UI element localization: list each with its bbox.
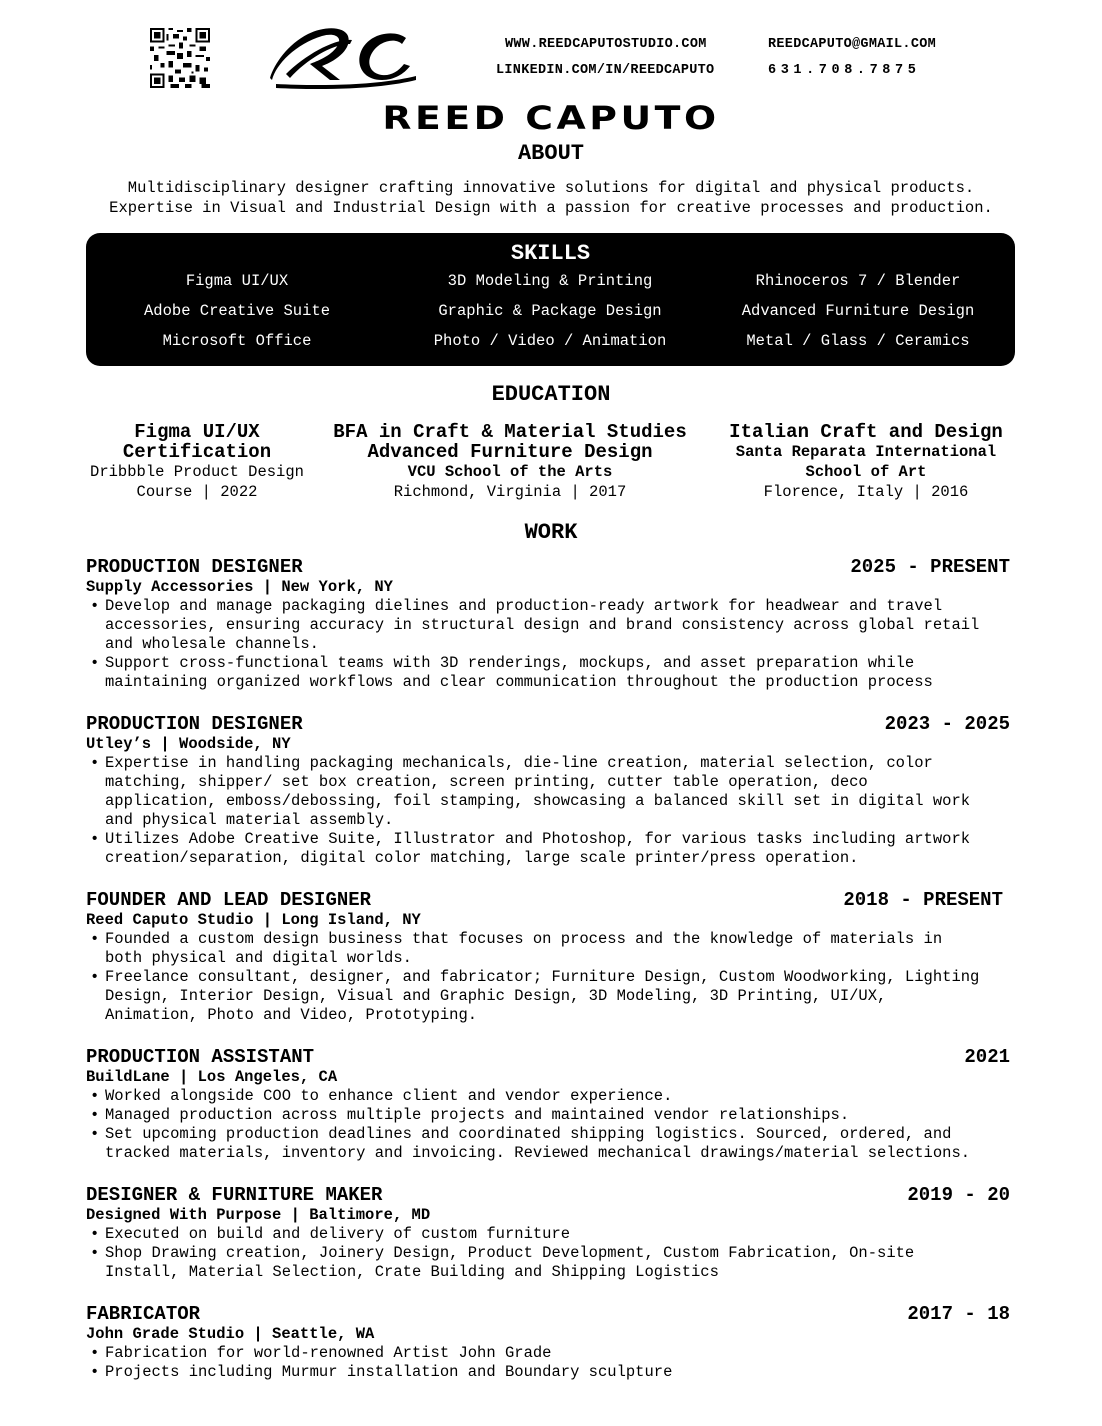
job-title: PRODUCTION DESIGNER <box>86 556 303 578</box>
skill-item: Rhinoceros 7 / Blender <box>755 272 961 290</box>
phone-number: 631.708.7875 <box>768 63 921 78</box>
school-name: School of Art <box>805 463 927 481</box>
work-entry <box>86 890 1012 1025</box>
skills-panel <box>86 233 1015 366</box>
job-company: Utley’s | Woodside, NY <box>86 735 291 753</box>
bullet-line: tracked materials, inventory and invoicing. Reviewed mechanical drawings/material selections. <box>105 1144 971 1162</box>
bullet-item <box>86 1244 1012 1282</box>
school-details: Florence, Italy | 2016 <box>763 483 969 501</box>
job-dates: 2017 - 18 <box>907 1303 1010 1325</box>
bullet-item <box>86 1125 1012 1163</box>
skill-item: Photo / Video / Animation <box>433 332 667 350</box>
skill-item: Microsoft Office <box>162 332 312 350</box>
school-name: Santa Reparata International <box>735 443 997 461</box>
job-bullets <box>86 754 1012 868</box>
bullet-item <box>86 754 1012 830</box>
skill-item: 3D Modeling & Printing <box>447 272 653 290</box>
bullet-item <box>86 1087 1012 1106</box>
bullet-line: • Managed production across multiple projects and maintained vendor relationships. <box>105 1106 850 1124</box>
skill-item: Metal / Glass / Ceramics <box>746 332 970 350</box>
degree-title: BFA in Craft & Material Studies <box>333 421 687 443</box>
bullet-line: • Support cross-functional teams with 3D renderings, mockups, and asset preparation while <box>105 654 915 672</box>
job-bullets <box>86 930 1012 1025</box>
work-entry <box>86 1185 1012 1282</box>
job-bullets <box>86 1344 1012 1382</box>
bullet-line: and physical material assembly. <box>105 811 394 829</box>
job-dates: 2018 - PRESENT <box>843 889 1003 911</box>
linkedin-link[interactable]: LINKEDIN.COM/IN/REEDCAPUTO <box>496 63 715 78</box>
about-text <box>0 178 1102 218</box>
bullet-line: • Projects including Murmur installation and Boundary sculpture <box>105 1363 673 1381</box>
bullet-line: maintaining organized workflows and clear communication throughout the production process <box>105 673 933 691</box>
bullet-line: • Develop and manage packaging dielines and production-ready artwork for headwear and travel <box>105 597 943 615</box>
degree-title: Advanced Furniture Design <box>367 441 653 463</box>
bullet-item <box>86 1363 1012 1382</box>
resume-name: REED CAPUTO <box>382 99 720 137</box>
bullet-line: • Utilizes Adobe Creative Suite, Illustrator and Photoshop, for various tasks including artwork <box>105 830 971 848</box>
work-entry <box>86 1304 1012 1382</box>
work-entry <box>86 1047 1012 1163</box>
work-entry <box>86 714 1012 868</box>
resume-header <box>0 0 1102 100</box>
bullet-item <box>86 597 1012 654</box>
about-line-2: Expertise in Visual and Industrial Design with a passion for creative processes and production. <box>109 199 993 217</box>
job-title: PRODUCTION ASSISTANT <box>86 1046 315 1068</box>
job-dates: 2023 - 2025 <box>884 713 1010 735</box>
job-bullets <box>86 597 1012 692</box>
bullet-item <box>86 830 1012 868</box>
education-entry <box>315 422 705 502</box>
job-company: Designed With Purpose | Baltimore, MD <box>86 1206 431 1224</box>
degree-title: Italian Craft and Design <box>729 421 1003 443</box>
job-dates: 2021 <box>964 1046 1010 1068</box>
skills-heading: SKILLS <box>510 241 591 266</box>
bullet-line: Animation, Photo and Video, Prototyping. <box>105 1006 478 1024</box>
bullet-line: • Fabrication for world-renowned Artist John Grade <box>105 1344 552 1362</box>
website-link[interactable]: WWW.REEDCAPUTOSTUDIO.COM <box>505 37 707 52</box>
bullet-line: • Expertise in handling packaging mechanicals, die-line creation, material selection, color <box>105 754 933 772</box>
education-heading: EDUCATION <box>491 382 611 407</box>
bullet-line: • Worked alongside COO to enhance client and vendor experience. <box>105 1087 673 1105</box>
job-bullets <box>86 1225 1012 1282</box>
bullet-line: creation/separation, digital color matching, large scale printer/press operation. <box>105 849 859 867</box>
bullet-item <box>86 654 1012 692</box>
email-link[interactable]: REEDCAPUTO@GMAIL.COM <box>768 37 937 52</box>
job-company: Reed Caputo Studio | Long Island, NY <box>86 911 421 929</box>
bullet-line: and wholesale channels. <box>105 635 319 653</box>
education-entry <box>716 422 1016 502</box>
education-entry <box>47 422 347 502</box>
bullet-line: matching, shipper/ set box creation, screen printing, cutter table operation, deco <box>105 773 868 791</box>
work-entry <box>86 557 1012 692</box>
school-name: Dribbble Product Design <box>90 463 304 481</box>
bullet-line: • Set upcoming production deadlines and coordinated shipping logistics. Sourced, ordered, and <box>105 1125 952 1143</box>
bullet-line: application, emboss/debossing, foil stamping, showcasing a balanced skill set in digital work <box>105 792 971 810</box>
bullet-item <box>86 930 1012 968</box>
degree-title: Certification <box>122 441 272 463</box>
rc-logo-icon <box>266 24 422 90</box>
job-bullets <box>86 1087 1012 1163</box>
qr-code-icon <box>150 28 210 88</box>
bullet-line: • Executed on build and delivery of custom furniture <box>105 1225 571 1243</box>
job-title: FABRICATOR <box>86 1303 201 1325</box>
bullet-line: • Freelance consultant, designer, and fabricator; Furniture Design, Custom Woodworking, Lighting <box>105 968 980 986</box>
degree-title: Figma UI/UX <box>134 421 260 443</box>
school-details: Course | 2022 <box>136 483 258 501</box>
bullet-item <box>86 968 1012 1025</box>
job-company: Supply Accessories | New York, NY <box>86 578 393 596</box>
skill-item: Advanced Furniture Design <box>741 302 975 320</box>
bullet-line: both physical and digital worlds. <box>105 949 412 967</box>
skill-item: Adobe Creative Suite <box>143 302 331 320</box>
job-company: BuildLane | Los Angeles, CA <box>86 1068 338 1086</box>
about-line-1: Multidisciplinary designer crafting innovative solutions for digital and physical products. <box>127 179 975 197</box>
skill-item: Graphic & Package Design <box>438 302 662 320</box>
skill-item: Figma UI/UX <box>185 272 289 290</box>
job-dates: 2019 - 20 <box>907 1184 1010 1206</box>
job-title: DESIGNER & FURNITURE MAKER <box>86 1184 383 1206</box>
bullet-item <box>86 1225 1012 1244</box>
bullet-item <box>86 1106 1012 1125</box>
job-dates: 2025 - PRESENT <box>850 556 1010 578</box>
school-details: Richmond, Virginia | 2017 <box>393 483 627 501</box>
bullet-line: • Shop Drawing creation, Joinery Design, Product Development, Custom Fabrication, On-site <box>105 1244 915 1262</box>
work-heading: WORK <box>524 520 578 545</box>
about-heading: ABOUT <box>517 141 584 166</box>
job-title: PRODUCTION DESIGNER <box>86 713 303 735</box>
job-company: John Grade Studio | Seattle, WA <box>86 1325 375 1343</box>
bullet-item <box>86 1344 1012 1363</box>
school-name: VCU School of the Arts <box>407 463 613 481</box>
bullet-line: accessories, ensuring accuracy in structural design and brand consistency across global retail <box>105 616 980 634</box>
bullet-line: Design, Interior Design, Visual and Graphic Design, 3D Modeling, 3D Printing, UI/UX, <box>105 987 887 1005</box>
bullet-line: • Founded a custom design business that focuses on process and the knowledge of materials in <box>105 930 943 948</box>
job-title: FOUNDER AND LEAD DESIGNER <box>86 889 372 911</box>
bullet-line: Install, Material Selection, Crate Building and Shipping Logistics <box>105 1263 719 1281</box>
